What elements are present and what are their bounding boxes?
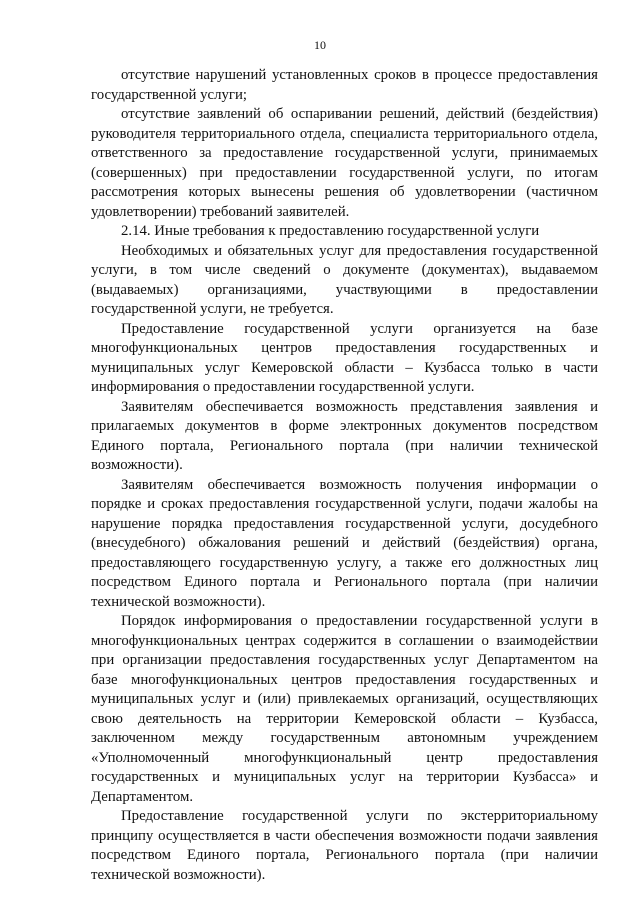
paragraph: Заявителям обеспечивается возможность получения информации о порядке и сроках предоставления государственной услуги, подачи жалобы на нарушение порядка предоставления государственной услуги, досудебного (внесудебного) обжалования решений и действий (бездействия) органа, предоставляющего государственную услугу, а также его должностных лиц посредством Единого портала и Регионального портала (при наличии технической возможности). bbox=[91, 476, 598, 610]
section-heading: 2.14. Иные требования к предоставлению государственной услуги bbox=[121, 223, 540, 239]
paragraph: Предоставление государственной услуги организуется на базе многофункциональных центров предоставления государственных и муниципальных услуг Кемеровской области – Кузбасса только в части информирования о предоставлении государственной услуги. bbox=[91, 320, 598, 395]
paragraph: отсутствие нарушений установленных сроков в процессе предоставления государственной услуги; bbox=[91, 67, 598, 103]
document-body bbox=[91, 66, 598, 885]
paragraph: Порядок информирования о предоставлении государственной услуги в многофункциональных центрах содержится в соглашении о взаимодействии при организации предоставления государственных услуг Департаментом на базе многофункциональных центров предоставления государственных и муниципальных услуг и (или) привлекаемых организаций, осуществляющих свою деятельность на территории Кемеровской области – Кузбасса, заключенном между государственным автономным учреждением «Уполномоченный многофункциональный центр предоставления государственных и муниципальных услуг на территории Кузбасса» и Департаментом. bbox=[91, 613, 598, 805]
page-number: 10 bbox=[314, 38, 326, 52]
paragraph: Предоставление государственной услуги по экстерриториальному принципу осуществляется в части обеспечения возможности подачи заявления посредством Единого портала, Регионального портала (при наличии технической возможности). bbox=[91, 808, 598, 883]
paragraph: Заявителям обеспечивается возможность представления заявления и прилагаемых документов в форме электронных документов посредством Единого портала, Регионального портала (при наличии технической возможности). bbox=[91, 398, 598, 473]
paragraph: Необходимых и обязательных услуг для предоставления государственной услуги, в том числе сведений о документе (документах), выдаваемом (выдаваемых) организациями, участвующими в предоставлении государственной услуги, не требуется. bbox=[91, 242, 598, 317]
paragraph: отсутствие заявлений об оспаривании решений, действий (бездействия) руководителя территориального отдела, специалиста территориального отдела, ответственного за предоставление государственной услуги, принимаемых (совершенных) при предоставлении государственной услуги, по итогам рассмотрения которых вынесены решения об удовлетворении (частичном удовлетворении) требований заявителей. bbox=[91, 106, 598, 220]
